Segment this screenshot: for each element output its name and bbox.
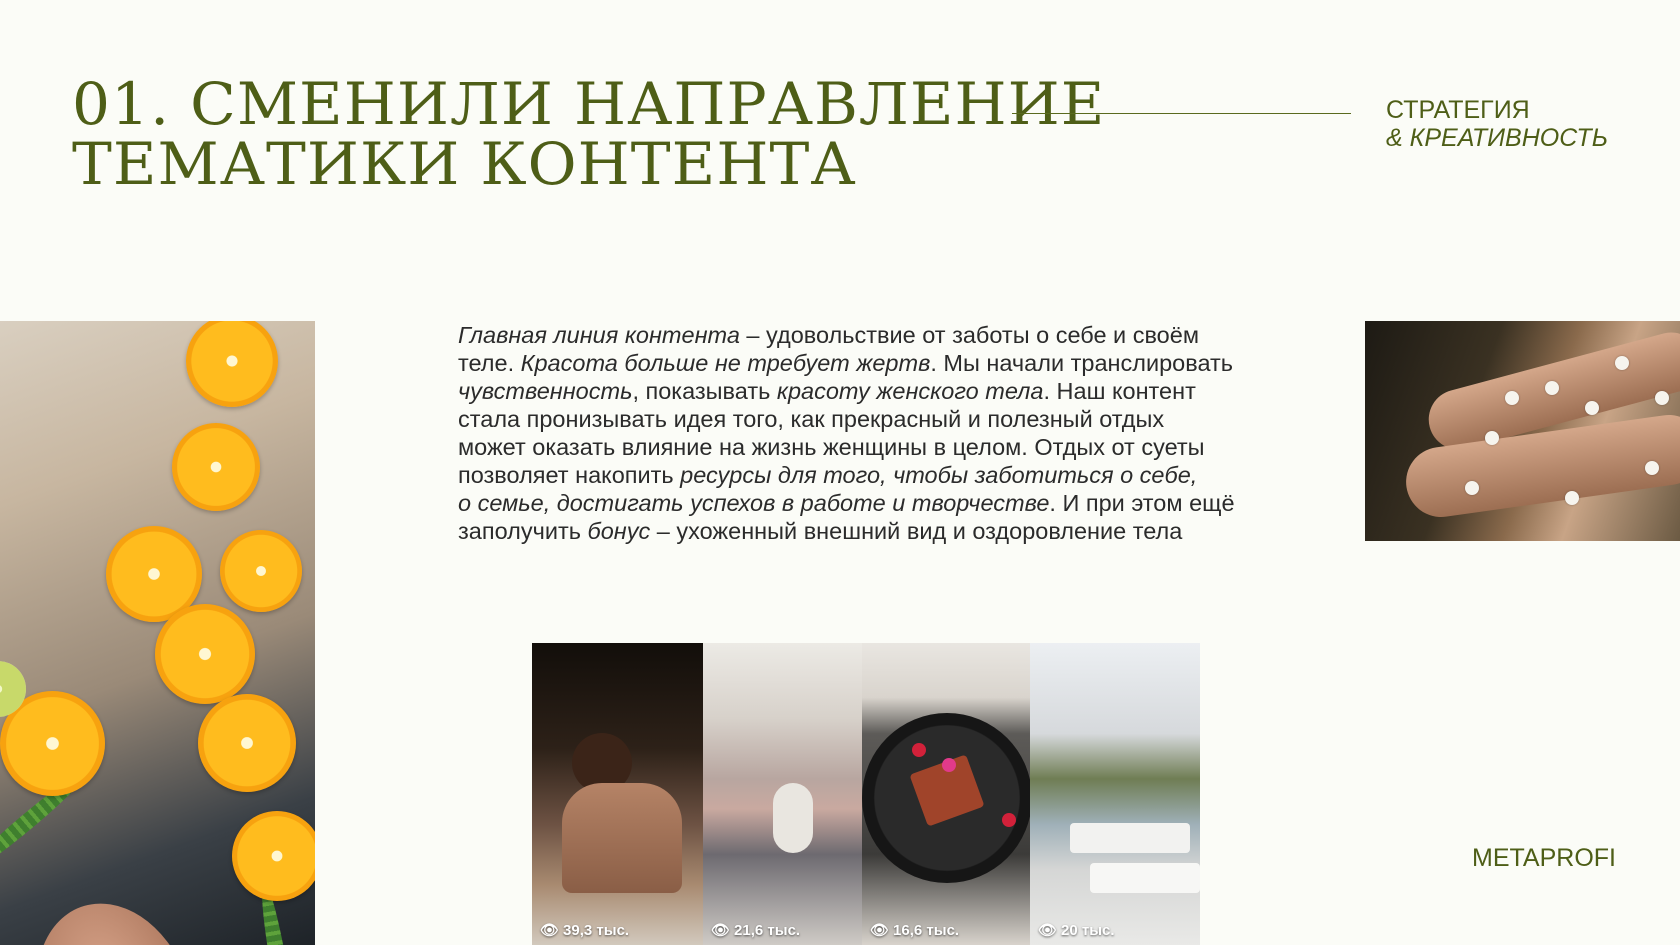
body-text-emphasis: Главная линия контента [458,322,740,348]
slide-title [72,70,1106,198]
thumb-berry [942,758,956,772]
body-text-emphasis: красоту женского тела [776,378,1044,404]
eye-icon: 👁 [870,922,890,939]
thumb-berry [912,743,926,757]
eye-icon: 👁 [540,922,560,939]
views-counter [870,921,959,939]
thumb-person [773,783,813,853]
body-text-emphasis: чувственность [458,378,633,404]
body-text-emphasis: Красота больше не требует жертв [520,350,931,376]
section-category [1386,96,1608,152]
video-thumbnail-massage[interactable] [532,643,703,945]
photo-face [10,881,219,945]
video-thumbnail-sunset-terrace[interactable] [703,643,862,945]
thumb-lounger [1090,863,1200,893]
photo-petal [1645,461,1659,475]
body-text-segment: – удовольствие от заботы о себе и своём [739,322,1199,348]
body-text-segment: . Наш контент [1043,378,1196,404]
photo-orange-slice [186,321,278,407]
views-count: 20 тыс. [1061,922,1115,939]
category-line-1: СТРАТЕГИЯ [1386,96,1530,124]
views-count: 39,3 тыс. [563,922,630,939]
photo-orange-slice [198,694,296,792]
photo-orange-slice [155,604,255,704]
thumb-lounger [1070,823,1190,853]
photo-petal [1565,491,1579,505]
body-text-segment: . И при этом ещё [1049,490,1235,516]
body-text-emphasis: ресурсы для того, чтобы заботиться о себе, [680,462,1198,488]
header-divider [1012,113,1351,114]
photo-petal [1465,481,1479,495]
thumb-back [562,783,682,893]
body-paragraph [458,321,1298,545]
body-text-emphasis: о семье, достигать успехов в работе и творчестве [458,490,1050,516]
body-text-segment: позволяет накопить [458,462,681,488]
views-count: 21,6 тыс. [734,922,801,939]
photo-orange-slice [232,811,315,901]
photo-petal [1655,391,1669,405]
views-count: 16,6 тыс. [893,922,960,939]
views-counter [540,921,629,939]
body-text-emphasis: бонус [587,518,651,544]
brand-logo-text: METAPROFI [1472,844,1616,872]
photo-petal [1545,381,1559,395]
eye-icon: 👁 [1038,922,1058,939]
body-text-segment: теле. [458,350,521,376]
video-thumbnail-dessert[interactable] [862,643,1030,945]
views-counter [711,921,800,939]
body-text-segment: , показывать [632,378,777,404]
photo-petal [1615,356,1629,370]
photo-hands-with-petals [1365,321,1680,541]
body-text-segment: . Мы начали транслировать [930,350,1233,376]
thumb-berry [1002,813,1016,827]
photo-petal [1585,401,1599,415]
body-text-segment: – ухоженный внешний вид и оздоровление тела [650,518,1183,544]
photo-petal [1505,391,1519,405]
eye-icon: 👁 [711,922,731,939]
photo-orange-slice [220,530,302,612]
body-text-segment: стала пронизывать идея того, как прекрасный и полезный отдых [458,406,1165,432]
body-text-segment: может оказать влияние на жизнь женщины в целом. Отдых от суеты [458,434,1205,460]
category-line-2: & КРЕАТИВНОСТЬ [1386,124,1608,152]
body-text-segment: заполучить [458,518,588,544]
photo-orange-slice [172,423,260,511]
video-thumbnails [532,643,1200,945]
photo-woman-citrus-bath [0,321,315,945]
slide-title-line-2: ТЕМАТИКИ КОНТЕНТА [72,130,857,198]
slide-title-line-1: 01. СМЕНИЛИ НАПРАВЛЕНИЕ [72,70,1106,138]
views-counter [1038,921,1115,939]
photo-petal [1485,431,1499,445]
video-thumbnail-terrace-loungers[interactable] [1030,643,1200,945]
